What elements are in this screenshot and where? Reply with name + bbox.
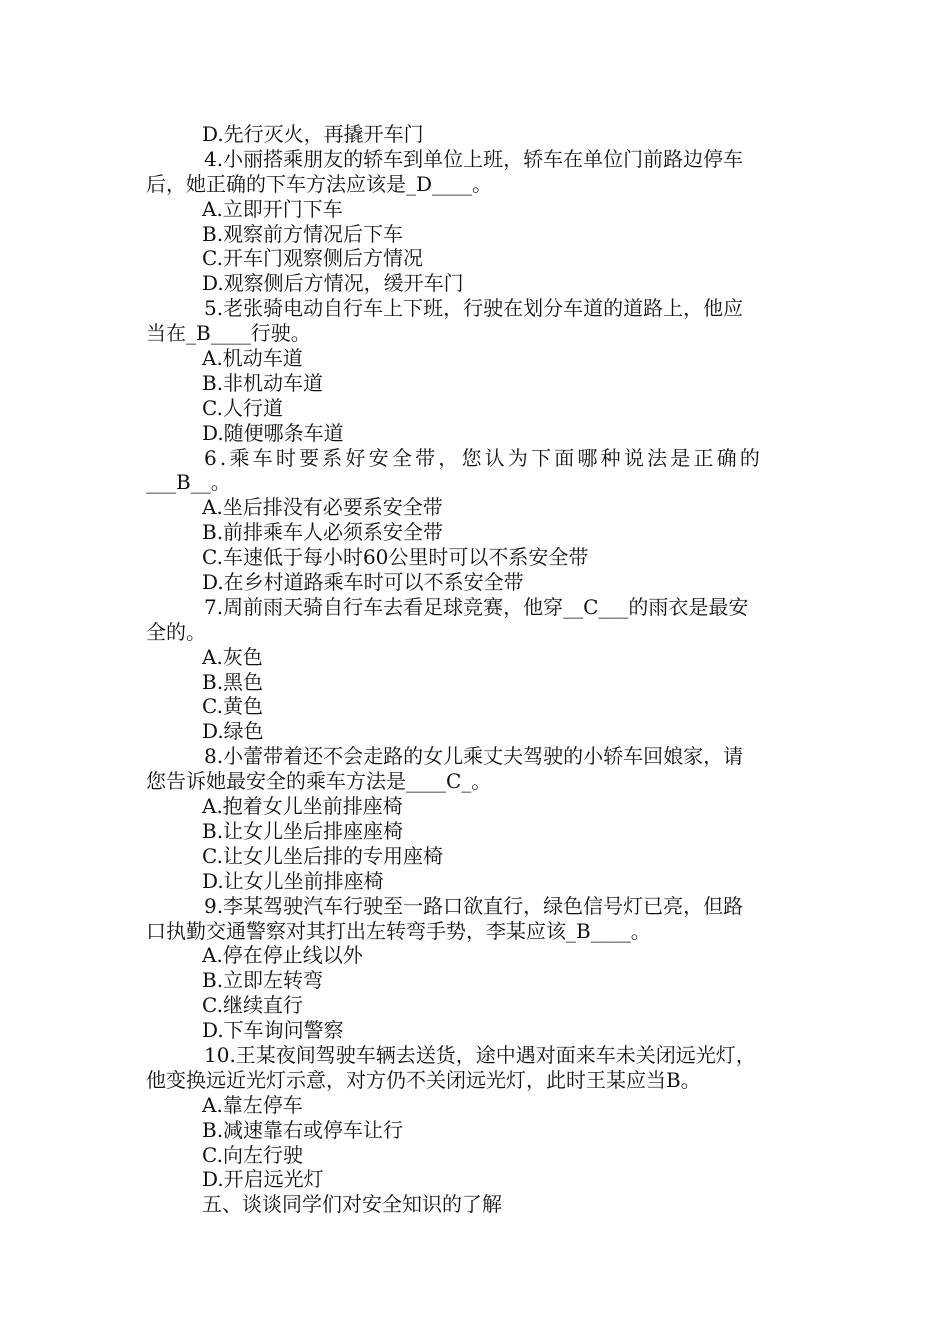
option-line: A.坐后排没有必要系安全带 [202,495,443,520]
option-line: D.让女儿坐前排座椅 [202,868,384,893]
question-line: 5.老张骑电动自行车上下班，行驶在划分车道的道路上，他应 [204,296,744,321]
option-line: A.立即开门下车 [202,196,343,221]
question-line: 10.王某夜间驾驶车辆去送货，途中遇对面来车未关闭远光灯， [204,1042,756,1067]
option-line: B.非机动车道 [202,370,324,395]
question-line: 7.周前雨天骑自行车去看足球竞赛，他穿__C___的雨衣是最安 [204,594,749,619]
option-line: C.继续直行 [202,993,303,1018]
option-line: D.在乡村道路乘车时可以不系安全带 [202,570,524,595]
question-continuation: 您告诉她最安全的乘车方法是____C_。 [146,769,492,794]
option-line: A.机动车道 [202,346,303,371]
option-line: D.开启远光灯 [202,1167,324,1192]
question-continuation: 口执勤交通警察对其打出左转弯手势，李某应该_B____。 [146,918,651,943]
question-continuation: 当在_B____行驶。 [146,321,311,346]
option-line: B.立即左转弯 [202,968,324,993]
question-continuation: 全的。 [146,619,206,644]
option-line: B.减速靠右或停车让行 [202,1117,404,1142]
question-line: 9.李某驾驶汽车行驶至一路口欲直行，绿色信号灯已亮，但路 [204,893,744,918]
question-line: 6.乘车时要系好安全带，您认为下面哪种说法是正确的 [204,445,764,470]
option-line: A.靠左停车 [202,1092,303,1117]
option-line: B.观察前方情况后下车 [202,221,404,246]
question-continuation: 后，她正确的下车方法应该是_D____。 [146,171,493,196]
section-heading: 五、谈谈同学们对安全知识的了解 [202,1192,502,1217]
option-line: A.灰色 [202,644,263,669]
option-line: B.让女儿坐后排座座椅 [202,818,404,843]
question-line: 4.小丽搭乘朋友的轿车到单位上班，轿车在单位门前路边停车 [204,146,744,171]
option-line: A.停在停止线以外 [202,943,363,968]
option-line: C.开车门观察侧后方情况 [202,246,423,271]
question-line: 8.小蕾带着还不会走路的女儿乘丈夫驾驶的小轿车回娘家，请 [204,744,744,769]
option-line: D.随便哪条车道 [202,420,344,445]
option-line: B.黑色 [202,669,264,694]
option-line: C.黄色 [202,694,263,719]
option-line: D.绿色 [202,719,264,744]
option-line: C.车速低于每小时60公里时可以不系安全带 [202,545,589,570]
option-line: C.让女儿坐后排的专用座椅 [202,843,443,868]
option-line: B.前排乘车人必须系安全带 [202,520,444,545]
option-line: A.抱着女儿坐前排座椅 [202,794,403,819]
document-body [146,122,811,1217]
option-line: C.人行道 [202,395,283,420]
question-continuation: ___B__。 [146,470,231,495]
question-continuation: 他变换远近光灯示意，对方仍不关闭远光灯，此时王某应当B。 [146,1067,701,1092]
option-line: C.向左行驶 [202,1142,303,1167]
option-line: D.观察侧后方情况，缓开车门 [202,271,464,296]
option-line: D.下车询问警察 [202,1018,344,1043]
option-line: D.先行灭火，再撬开车门 [202,122,424,146]
